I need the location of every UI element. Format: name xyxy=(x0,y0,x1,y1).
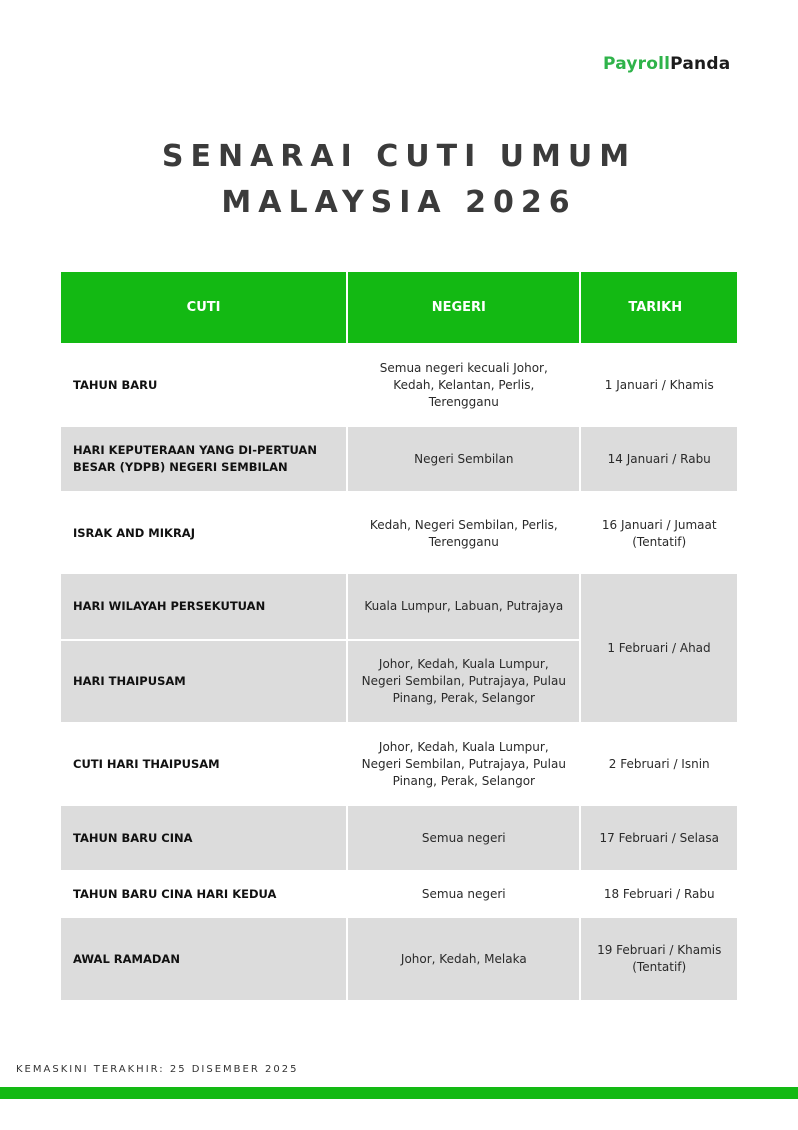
cell-negeri: Johor, Kedah, Kuala Lumpur, Negeri Sembilan, Putrajaya, Pulau Pinang, Perak, Selangor xyxy=(348,641,579,722)
footer-accent-bar xyxy=(0,1087,798,1099)
cell-negeri: Johor, Kedah, Melaka xyxy=(348,918,579,1000)
cell-negeri: Johor, Kedah, Kuala Lumpur, Negeri Sembilan, Putrajaya, Pulau Pinang, Perak, Selangor xyxy=(348,722,579,806)
brand-logo-panda: Panda xyxy=(670,54,731,74)
cell-tarikh-merged: 1 Februari / Ahad xyxy=(581,574,737,722)
cell-tarikh: 18 Februari / Rabu xyxy=(581,870,737,918)
table-row xyxy=(61,870,737,918)
table-row xyxy=(61,493,737,574)
page-title xyxy=(0,134,798,226)
table-row xyxy=(61,806,737,870)
cell-cuti: ISRAK AND MIKRAJ xyxy=(61,493,346,574)
column-header-negeri: NEGERI xyxy=(348,272,579,343)
cell-cuti: TAHUN BARU CINA xyxy=(61,806,346,870)
cell-tarikh: 2 Februari / Isnin xyxy=(581,722,737,806)
cell-negeri: Kuala Lumpur, Labuan, Putrajaya xyxy=(348,574,579,639)
cell-tarikh: 16 Januari / Jumaat (Tentatif) xyxy=(581,493,737,574)
cell-tarikh: 19 Februari / Khamis (Tentatif) xyxy=(581,918,737,1000)
table-row xyxy=(61,722,737,806)
page-title-line2: MALAYSIA 2026 xyxy=(221,185,577,220)
table-header-row xyxy=(61,272,737,343)
cell-cuti: HARI KEPUTERAAN YANG DI-PERTUAN BESAR (YDPB) NEGERI SEMBILAN xyxy=(61,427,346,491)
cell-cuti: TAHUN BARU xyxy=(61,343,346,427)
cell-tarikh: 14 Januari / Rabu xyxy=(581,427,737,491)
column-header-cuti: CUTI xyxy=(61,272,346,343)
page-title-line1: SENARAI CUTI UMUM xyxy=(161,139,637,174)
cell-negeri: Negeri Sembilan xyxy=(348,427,579,491)
column-header-tarikh: TARIKH xyxy=(581,272,737,343)
table-row xyxy=(61,918,737,1000)
brand-logo-payroll: Payroll xyxy=(603,54,671,74)
cell-cuti: HARI THAIPUSAM xyxy=(61,641,346,722)
table-row xyxy=(61,343,737,427)
cell-cuti: AWAL RAMADAN xyxy=(61,918,346,1000)
cell-negeri: Semua negeri xyxy=(348,806,579,870)
cell-cuti: TAHUN BARU CINA HARI KEDUA xyxy=(61,870,346,918)
cell-negeri: Kedah, Negeri Sembilan, Perlis, Terengganu xyxy=(348,493,579,574)
cell-cuti: CUTI HARI THAIPUSAM xyxy=(61,722,346,806)
brand-logo xyxy=(603,54,730,74)
holiday-table xyxy=(61,272,737,1000)
cell-tarikh: 17 Februari / Selasa xyxy=(581,806,737,870)
last-updated-text: KEMASKINI TERAKHIR: 25 DISEMBER 2025 xyxy=(16,1064,299,1075)
table-row xyxy=(61,427,737,491)
cell-negeri: Semua negeri xyxy=(348,870,579,918)
cell-cuti: HARI WILAYAH PERSEKUTUAN xyxy=(61,574,346,639)
merged-row-group xyxy=(61,574,737,722)
cell-tarikh: 1 Januari / Khamis xyxy=(581,343,737,427)
cell-negeri: Semua negeri kecuali Johor, Kedah, Kelantan, Perlis, Terengganu xyxy=(348,343,579,427)
